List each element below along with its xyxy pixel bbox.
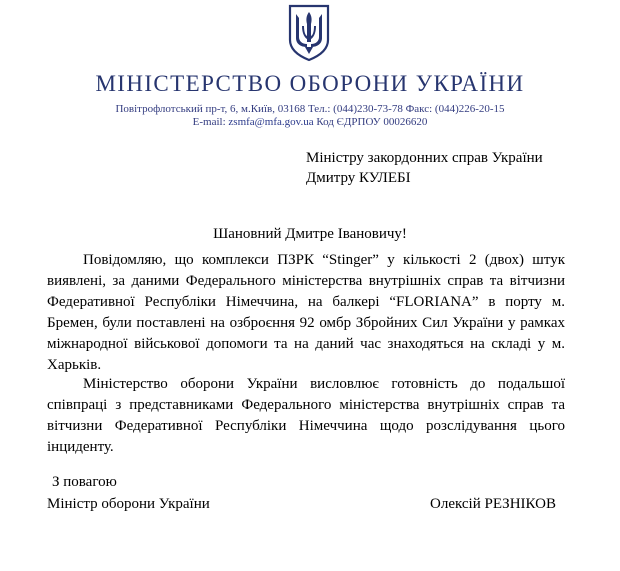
addressee-position: Міністру закордонних справ України	[306, 150, 543, 166]
ministry-name: МІНІСТЕРСТВО ОБОРОНИ УКРАЇНИ	[95, 71, 525, 96]
ministry-address: Повітрофлотський пр-т, 6, м.Київ, 03168 Тел.: (044)230-73-78 Факс: (044)226-20-15	[115, 103, 505, 115]
email-label: E-mail:	[192, 116, 229, 128]
body-paragraph: Міністерство оборони України висловлює готовність до подальшої співпраці з представниками Федерального міністерства внутрішніх справ та вітчизни Федеративної Республіки Німеччина щодо розслідування цього інциденту.	[47, 376, 565, 455]
ministry-email-line	[0, 116, 620, 128]
salutation: Шановний Дмитре Івановичу!	[213, 226, 407, 242]
signer-title: Міністр оборони України	[47, 496, 210, 512]
tryzub-coat-of-arms-icon	[288, 4, 330, 62]
addressee-name: Дмитру КУЛЕБІ	[306, 170, 411, 186]
edrpou-code: Код ЄДРПОУ 00026620	[313, 116, 428, 128]
signer-name: Олексій РЕЗНІКОВ	[430, 496, 556, 512]
email-link[interactable]: zsmfa@mfa.gov.ua	[228, 116, 314, 128]
body-paragraph: Повідомляю, що комплекси ПЗРК “Stinger” у кількості 2 (двох) штук виявлені, за даними Федерального міністерства внутрішніх справ та вітчизни Федеративної Республіки Німеччина, на балкері “FLORIANA” в порту м. Бремен, були поставлені на озброєння 92 омбр Збройних Сил України у рамках міжнародної військової допомоги та на даний час знаходяться на складі у м. Харьків.	[47, 252, 565, 373]
closing-regards: З повагою	[52, 474, 117, 490]
